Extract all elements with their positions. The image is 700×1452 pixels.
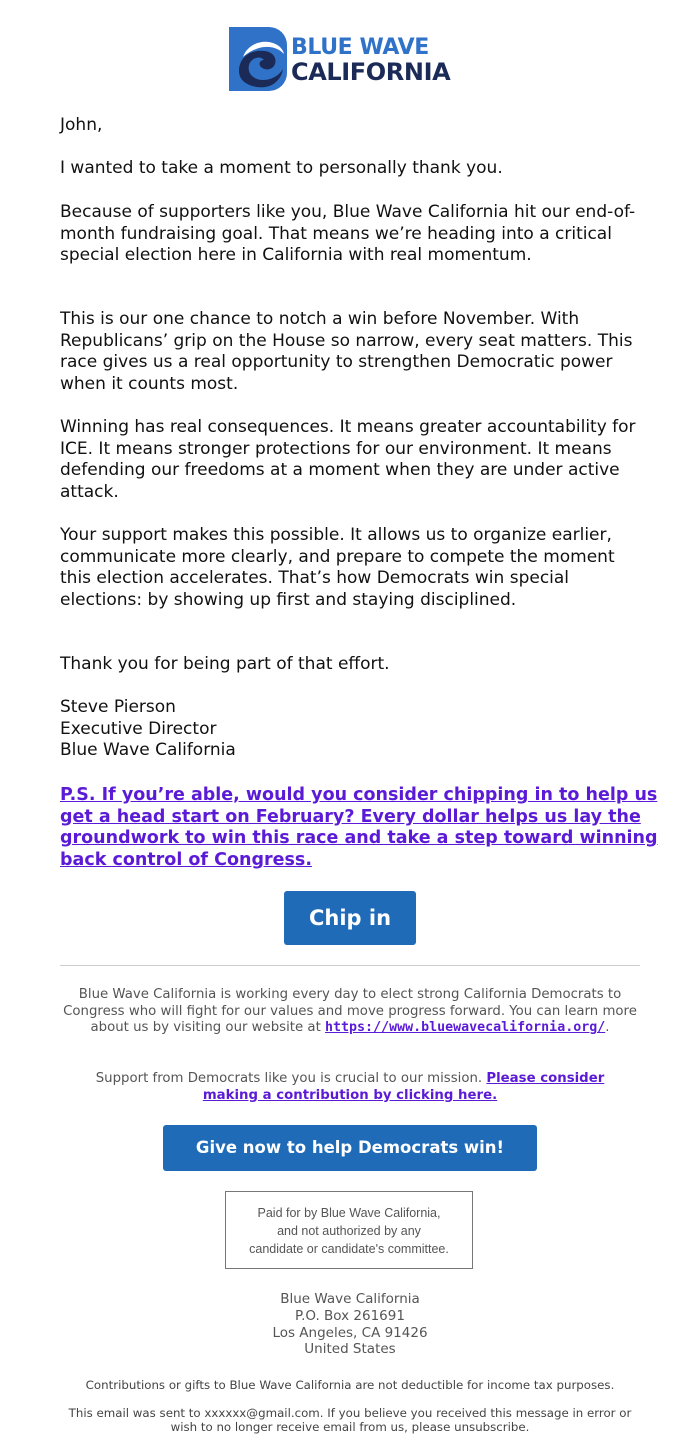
address-po-box: P.O. Box 261691 <box>295 1307 405 1324</box>
address-org: Blue Wave California <box>280 1291 420 1307</box>
paid-for-line-3: candidate or candidate's committee. <box>249 1242 449 1256</box>
about-copy: Blue Wave California is working every day to elect strong California Democrats to Congress who will fight for our values and move progress forward. You can learn more about us by visiting our website at <box>63 987 637 1036</box>
chip-in-button[interactable]: Chip in <box>284 891 416 945</box>
support-text <box>75 1071 625 1104</box>
brand-line-1: BLUE WAVE <box>291 35 429 60</box>
website-link[interactable]: https://www.bluewavecalifornia.org/ <box>325 1020 606 1036</box>
brand-logo[interactable] <box>229 26 479 92</box>
support-copy: Support from Democrats like you is crucial to our mission. <box>95 1071 483 1086</box>
mailing-address <box>0 1291 700 1358</box>
about-end: . <box>605 1020 610 1036</box>
paragraph-consequences: Winning has real consequences. It means greater accountability for ICE. It means stronger protections for our environment. It means defending our freedoms at a moment when they are under active attack. <box>60 417 636 503</box>
about-text <box>55 987 645 1037</box>
paid-for-line-1: Paid for by Blue Wave California, <box>257 1206 441 1220</box>
paragraph-thanks: I wanted to take a moment to personally thank you. <box>60 158 503 178</box>
paid-for-line-2: and not authorized by any <box>277 1224 421 1238</box>
greeting: John, <box>60 115 103 135</box>
signature <box>60 697 650 762</box>
address-city: Los Angeles, CA 91426 <box>272 1324 428 1341</box>
ps-donate-link[interactable]: P.S. If you’re able, would you consider chipping in to help us get a head start on February? Every dollar helps us lay the groundwork to win this race and take a step toward winning back control of Congress. <box>60 785 658 871</box>
tax-notice: Contributions or gifts to Blue Wave California are not deductible for income tax purposes. <box>85 1378 615 1392</box>
paid-for-disclaimer <box>225 1191 473 1269</box>
paragraph-effort: Thank you for being part of that effort. <box>60 654 390 674</box>
paragraph-goal: Because of supporters like you, Blue Wave California hit our end-of-month fundraising goal. That means we’re heading into a critical special election here in California with real momentum. <box>60 202 636 266</box>
give-now-button[interactable]: Give now to help Democrats win! <box>163 1125 537 1171</box>
contribution-link[interactable]: Please consider making a contribution by clicking here. <box>202 1071 605 1103</box>
signature-org: Blue Wave California <box>60 740 236 761</box>
signature-name: Steve Pierson <box>60 697 176 717</box>
signature-title: Executive Director <box>60 718 217 739</box>
paragraph-chance: This is our one chance to notch a win before November. With Republicans’ grip on the House so narrow, every seat matters. This race gives us a real opportunity to strengthen Democratic power when it counts most. <box>60 309 633 395</box>
divider <box>60 965 640 966</box>
brand-line-2: CALIFORNIA <box>291 58 451 86</box>
sent-notice: This email was sent to xxxxxx@gmail.com. If you believe you received this message in error or wish to no longer receive email from us, please unsubscribe. <box>68 1406 632 1434</box>
address-country: United States <box>304 1341 396 1358</box>
wave-logo-icon <box>229 27 287 91</box>
paragraph-support: Your support makes this possible. It allows us to organize earlier, communicate more clearly, and prepare to compete the moment this election accelerates. That’s how Democrats win special elections: by showing up first and staying disciplined. <box>60 525 615 611</box>
